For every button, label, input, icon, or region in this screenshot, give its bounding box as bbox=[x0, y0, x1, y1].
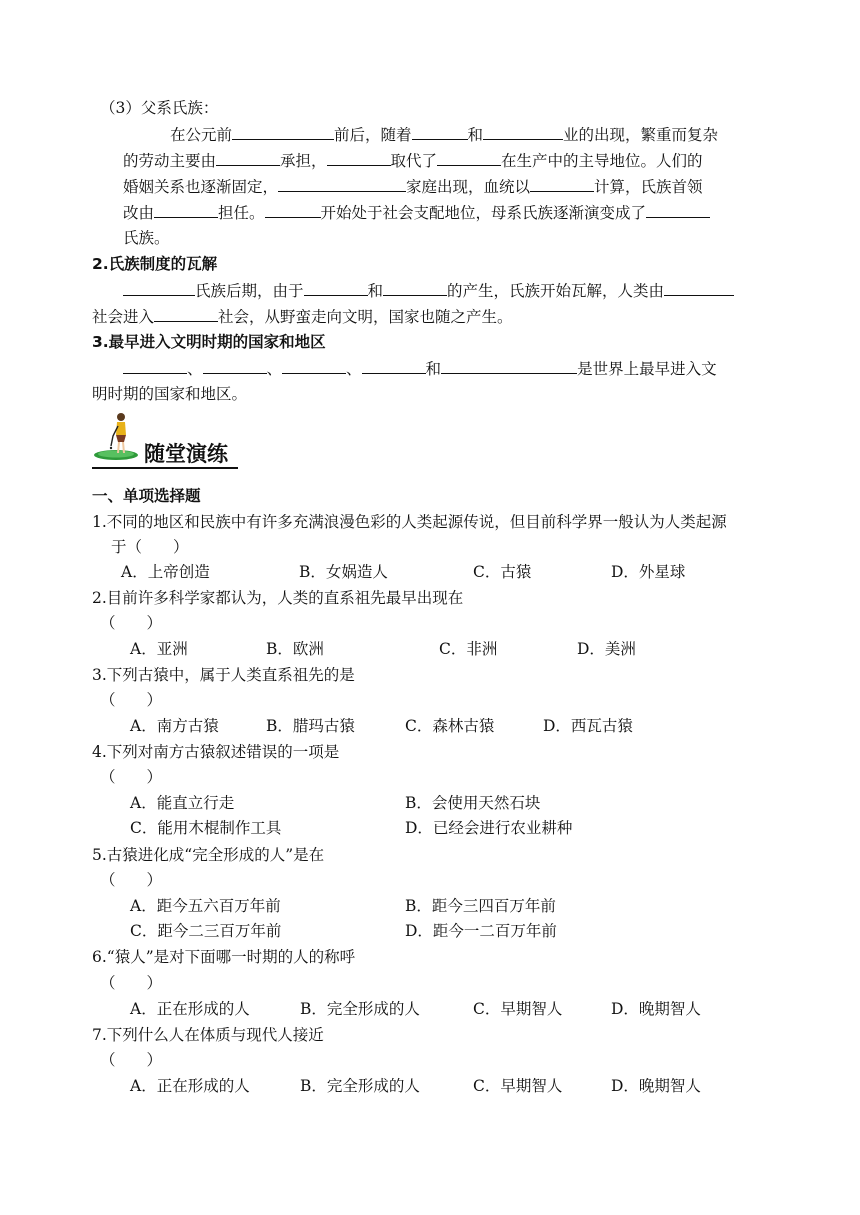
question-7-option-d[interactable]: D．晚期智人 bbox=[611, 1077, 701, 1095]
question-6-option-d[interactable]: D．晚期智人 bbox=[611, 1000, 701, 1018]
question-3-option-c[interactable]: C．森林古猿 bbox=[405, 717, 495, 735]
text: 是世界上最早进入文 bbox=[577, 360, 717, 378]
text: 社会，从野蛮走向文明，国家也随之产生。 bbox=[218, 308, 513, 326]
text: 业的出现，繁重而复杂 bbox=[563, 126, 719, 144]
fill-line-9: 明时期的国家和地区。 bbox=[92, 385, 248, 403]
question-6-cont: （ ） bbox=[100, 974, 163, 992]
question-4-option-a[interactable]: A．能直立行走 bbox=[130, 794, 235, 812]
question-7-option-b[interactable]: B．完全形成的人 bbox=[300, 1077, 420, 1095]
blank[interactable] bbox=[441, 358, 577, 374]
heading-underline bbox=[92, 467, 238, 469]
question-4-option-b[interactable]: B．会使用天然石块 bbox=[405, 794, 541, 812]
text: 和 bbox=[367, 282, 384, 300]
fill-line-1 bbox=[170, 124, 718, 145]
question-6-option-c[interactable]: C．早期智人 bbox=[473, 1000, 563, 1018]
fill-line-5: 氏族。 bbox=[123, 229, 170, 247]
text: 担任。 bbox=[218, 204, 265, 222]
question-7-option-c[interactable]: C．早期智人 bbox=[473, 1077, 563, 1095]
text: 计算，氏族首领 bbox=[594, 178, 703, 196]
question-5-option-b[interactable]: B．距今三四百万年前 bbox=[405, 897, 556, 915]
blank[interactable] bbox=[483, 124, 563, 140]
blank[interactable] bbox=[278, 176, 406, 192]
question-6-stem: 6.“猿人”是对下面哪一时期的人的称呼 bbox=[92, 948, 356, 966]
question-2-stem: 2.目前许多科学家都认为，人类的直系祖先最早出现在 bbox=[92, 589, 464, 607]
section-single-choice: 一、单项选择题 bbox=[92, 487, 201, 505]
question-2-option-a[interactable]: A．亚洲 bbox=[130, 640, 188, 658]
section-heading-2: 2.氏族制度的瓦解 bbox=[92, 255, 218, 273]
question-4-option-d[interactable]: D．已经会进行农业耕种 bbox=[405, 819, 573, 837]
blank[interactable] bbox=[664, 280, 734, 296]
question-2-option-d[interactable]: D．美洲 bbox=[577, 640, 636, 658]
text: 社会进入 bbox=[92, 308, 155, 326]
question-3-option-b[interactable]: B．腊玛古猿 bbox=[266, 717, 355, 735]
practice-heading bbox=[92, 408, 252, 470]
question-6-option-a[interactable]: A．正在形成的人 bbox=[130, 1000, 250, 1018]
question-3-option-d[interactable]: D．西瓦古猿 bbox=[543, 717, 633, 735]
question-2-option-c[interactable]: C．非洲 bbox=[439, 640, 498, 658]
question-5-option-a[interactable]: A．距今五六百万年前 bbox=[130, 897, 281, 915]
blank[interactable] bbox=[282, 358, 346, 374]
question-5-cont: （ ） bbox=[100, 871, 163, 889]
fill-line-7 bbox=[92, 306, 513, 327]
blank[interactable] bbox=[203, 358, 267, 374]
fill-line-3 bbox=[123, 176, 703, 197]
question-3-option-a[interactable]: A．南方古猿 bbox=[130, 717, 219, 735]
question-4-cont: （ ） bbox=[100, 768, 163, 786]
question-5-stem: 5.古猿进化成“完全形成的人”是在 bbox=[92, 846, 325, 864]
blank[interactable] bbox=[646, 202, 710, 218]
question-1-stem: 1.不同的地区和民族中有许多充满浪漫色彩的人类起源传说，但目前科学界一般认为人类起源 bbox=[92, 513, 727, 531]
blank[interactable] bbox=[304, 280, 368, 296]
practice-title: 随堂演练 bbox=[144, 442, 228, 466]
text: 改由 bbox=[123, 204, 155, 222]
subsection-patrilineal: （3）父系氏族： bbox=[100, 99, 219, 117]
blank[interactable] bbox=[154, 306, 218, 322]
text: 的劳动主要由 bbox=[123, 152, 217, 170]
text: 前后，随着 bbox=[334, 126, 412, 144]
text: 婚姻关系也逐渐固定， bbox=[123, 178, 279, 196]
blank[interactable] bbox=[154, 202, 218, 218]
blank[interactable] bbox=[412, 124, 468, 140]
section-heading-3: 3.最早进入文明时期的国家和地区 bbox=[92, 333, 326, 351]
blank[interactable] bbox=[362, 358, 426, 374]
text: 和 bbox=[467, 126, 484, 144]
question-7-cont: （ ） bbox=[100, 1051, 163, 1069]
text: 取代了 bbox=[390, 152, 438, 170]
fill-line-6 bbox=[123, 280, 734, 301]
question-1-cont: 于（ ） bbox=[111, 538, 189, 556]
question-7-stem: 7.下列什么人在体质与现代人接近 bbox=[92, 1026, 324, 1044]
question-4-stem: 4.下列对南方古猿叙述错误的一项是 bbox=[92, 743, 340, 761]
question-1-option-c[interactable]: C．古猿 bbox=[473, 563, 532, 581]
blank[interactable] bbox=[383, 280, 447, 296]
question-5-option-d[interactable]: D．距今一二百万年前 bbox=[405, 922, 557, 940]
blank[interactable] bbox=[265, 202, 321, 218]
text: 氏族后期，由于 bbox=[195, 282, 304, 300]
blank[interactable] bbox=[327, 150, 391, 166]
fill-line-4 bbox=[123, 202, 710, 223]
question-3-cont: （ ） bbox=[100, 691, 163, 709]
fill-line-8 bbox=[123, 358, 717, 379]
blank[interactable] bbox=[123, 358, 187, 374]
blank[interactable] bbox=[530, 176, 594, 192]
golfer-icon bbox=[92, 408, 152, 468]
question-4-option-c[interactable]: C．能用木棍制作工具 bbox=[130, 819, 282, 837]
question-7-option-a[interactable]: A．正在形成的人 bbox=[130, 1077, 250, 1095]
text: 开始处于社会支配地位，母系氏族逐渐演变成了 bbox=[320, 204, 647, 222]
question-2-option-b[interactable]: B．欧洲 bbox=[266, 640, 324, 658]
blank[interactable] bbox=[232, 124, 334, 140]
question-3-stem: 3.下列古猿中，属于人类直系祖先的是 bbox=[92, 666, 355, 684]
fill-line-2 bbox=[123, 150, 703, 171]
text: 的产生，氏族开始瓦解，人类由 bbox=[447, 282, 665, 300]
blank[interactable] bbox=[123, 280, 195, 296]
text: 家庭出现，血统以 bbox=[406, 178, 531, 196]
blank[interactable] bbox=[216, 150, 280, 166]
question-6-option-b[interactable]: B．完全形成的人 bbox=[300, 1000, 420, 1018]
text: 和 bbox=[425, 360, 442, 378]
text: 在生产中的主导地位。人们的 bbox=[501, 152, 703, 170]
text: 、 bbox=[187, 360, 203, 378]
question-1-option-a[interactable]: A．上帝创造 bbox=[121, 563, 210, 581]
question-2-cont: （ ） bbox=[100, 614, 163, 632]
blank[interactable] bbox=[437, 150, 501, 166]
text: 、 bbox=[266, 360, 283, 378]
question-1-option-d[interactable]: D．外星球 bbox=[611, 563, 686, 581]
text: 、 bbox=[346, 360, 362, 378]
question-5-option-c[interactable]: C．距今二三百万年前 bbox=[130, 922, 282, 940]
text: 在公元前 bbox=[170, 126, 233, 144]
text: 承担， bbox=[280, 152, 327, 170]
question-1-option-b[interactable]: B．女娲造人 bbox=[299, 563, 388, 581]
